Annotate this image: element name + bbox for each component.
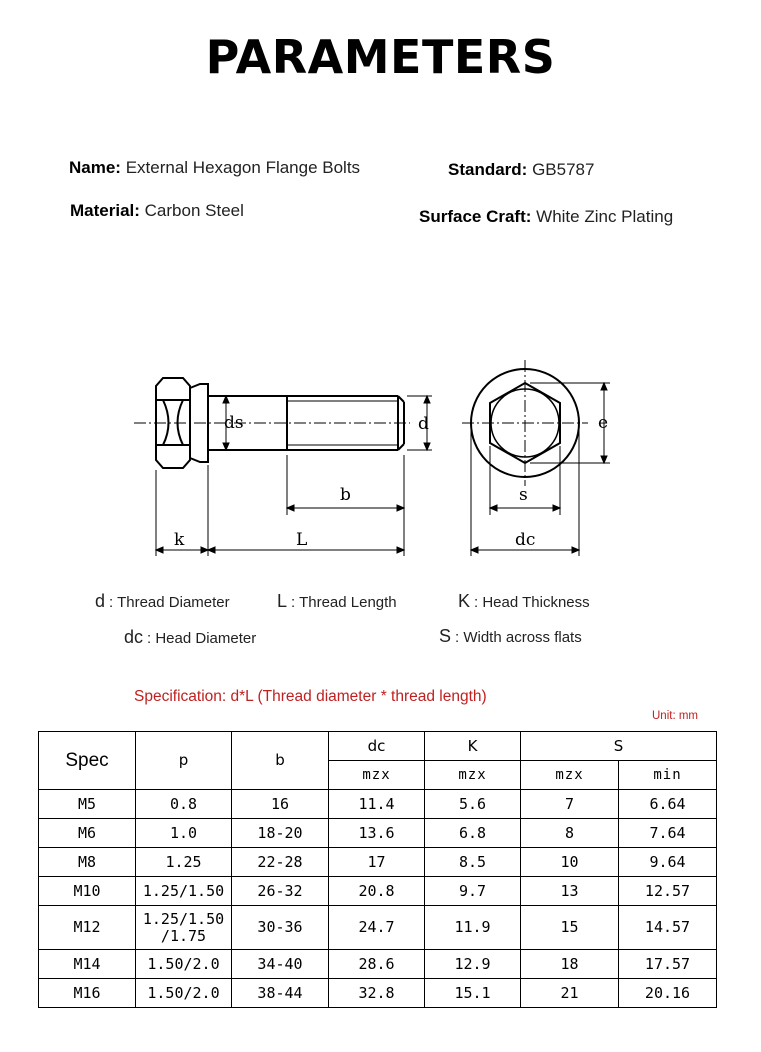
- legend-dc-symbol: dc: [124, 627, 144, 647]
- legend-d: [95, 591, 230, 612]
- info-standard: [448, 160, 594, 180]
- cell-spec: M6: [39, 819, 136, 848]
- side-dimensions: [156, 396, 432, 556]
- cell-k: 5.6: [425, 790, 521, 819]
- cell-spec: M12: [39, 906, 136, 950]
- cell-k: 6.8: [425, 819, 521, 848]
- legend-K-text: : Head Thickness: [474, 594, 590, 611]
- legend-dc-text: : Head Diameter: [147, 630, 257, 647]
- cell-k: 12.9: [425, 950, 521, 979]
- surface-label: Surface Craft:: [419, 207, 532, 226]
- label-s: s: [519, 485, 528, 505]
- label-d: d: [418, 414, 429, 434]
- standard-label: Standard:: [448, 160, 528, 179]
- cell-dc: 28.6: [329, 950, 425, 979]
- legend-L-text: : Thread Length: [291, 594, 397, 611]
- cell-k: 15.1: [425, 979, 521, 1008]
- cell-s-min: 6.64: [619, 790, 717, 819]
- cell-p: 0.8: [136, 790, 232, 819]
- label-k: k: [174, 530, 185, 550]
- header-k: K: [425, 732, 521, 761]
- cell-s-max: 13: [521, 877, 619, 906]
- bolt-diagram: [0, 320, 761, 570]
- cell-s-min: 20.16: [619, 979, 717, 1008]
- header-b: b: [232, 732, 329, 790]
- subheader-s-min: min: [619, 761, 717, 790]
- table-row: [39, 790, 717, 819]
- cell-p: 1.25/1.50: [136, 877, 232, 906]
- cell-s-min: 7.64: [619, 819, 717, 848]
- cell-b: 16: [232, 790, 329, 819]
- cell-b: 38-44: [232, 979, 329, 1008]
- table-row: [39, 819, 717, 848]
- legend-d-text: : Thread Diameter: [109, 594, 230, 611]
- label-e: e: [598, 413, 609, 433]
- legend-S: [439, 626, 582, 647]
- cell-s-max: 21: [521, 979, 619, 1008]
- cell-p: 1.0: [136, 819, 232, 848]
- info-surface: [419, 207, 673, 227]
- table-row: [39, 950, 717, 979]
- cell-dc: 20.8: [329, 877, 425, 906]
- cell-s-min: 14.57: [619, 906, 717, 950]
- material-value: Carbon Steel: [144, 201, 244, 220]
- table-header-row: [39, 732, 717, 761]
- name-value: External Hexagon Flange Bolts: [125, 158, 361, 177]
- legend-L-symbol: L: [277, 591, 288, 611]
- cell-b: 30-36: [232, 906, 329, 950]
- cell-spec: M14: [39, 950, 136, 979]
- cell-p: 1.50/2.0: [136, 950, 232, 979]
- cell-b: 18-20: [232, 819, 329, 848]
- header-dc: dc: [329, 732, 425, 761]
- cell-k: 9.7: [425, 877, 521, 906]
- cell-s-min: 9.64: [619, 848, 717, 877]
- spec-note: Specification: d*L (Thread diameter * thread length): [134, 688, 487, 705]
- cell-spec: M5: [39, 790, 136, 819]
- front-view: [462, 360, 588, 486]
- cell-dc: 13.6: [329, 819, 425, 848]
- legend-S-text: : Width across flats: [455, 629, 582, 646]
- subheader-s-max: mzx: [521, 761, 619, 790]
- cell-b: 22-28: [232, 848, 329, 877]
- standard-value: GB5787: [532, 160, 595, 179]
- header-s: S: [521, 732, 717, 761]
- cell-spec: M8: [39, 848, 136, 877]
- subheader-dc: mzx: [329, 761, 425, 790]
- cell-b: 34-40: [232, 950, 329, 979]
- subheader-k: mzx: [425, 761, 521, 790]
- page-title: PARAMETERS: [205, 30, 556, 84]
- table-row: [39, 877, 717, 906]
- label-L: L: [296, 530, 308, 550]
- cell-s-max: 15: [521, 906, 619, 950]
- material-label: Material:: [70, 201, 140, 220]
- legend-S-symbol: S: [439, 626, 452, 646]
- info-name: [69, 158, 360, 178]
- header-spec: Spec: [39, 732, 136, 790]
- cell-p: 1.25: [136, 848, 232, 877]
- cell-s-max: 7: [521, 790, 619, 819]
- table-row: [39, 848, 717, 877]
- unit-label: Unit: mm: [652, 710, 698, 722]
- cell-spec: M16: [39, 979, 136, 1008]
- legend-K-symbol: K: [458, 591, 471, 611]
- spec-table: [38, 731, 717, 1008]
- cell-s-max: 8: [521, 819, 619, 848]
- front-dimensions: [471, 383, 610, 556]
- legend-d-symbol: d: [95, 591, 106, 611]
- cell-s-min: 12.57: [619, 877, 717, 906]
- table-row: [39, 979, 717, 1008]
- name-label: Name:: [69, 158, 121, 177]
- label-ds: ds: [224, 413, 244, 433]
- table-row: [39, 906, 717, 950]
- cell-p: 1.25/1.50 /1.75: [136, 906, 232, 950]
- cell-spec: M10: [39, 877, 136, 906]
- surface-value: White Zinc Plating: [536, 207, 674, 226]
- info-material: [70, 201, 244, 221]
- cell-s-min: 17.57: [619, 950, 717, 979]
- cell-dc: 17: [329, 848, 425, 877]
- cell-p: 1.50/2.0: [136, 979, 232, 1008]
- cell-b: 26-32: [232, 877, 329, 906]
- cell-k: 11.9: [425, 906, 521, 950]
- cell-dc: 24.7: [329, 906, 425, 950]
- cell-s-max: 10: [521, 848, 619, 877]
- cell-s-max: 18: [521, 950, 619, 979]
- cell-dc: 11.4: [329, 790, 425, 819]
- legend-L: [277, 591, 397, 612]
- legend-dc: [124, 627, 256, 648]
- header-p: p: [136, 732, 232, 790]
- legend-K: [458, 591, 590, 612]
- cell-dc: 32.8: [329, 979, 425, 1008]
- cell-k: 8.5: [425, 848, 521, 877]
- label-dc: dc: [515, 530, 536, 550]
- label-b: b: [340, 485, 351, 505]
